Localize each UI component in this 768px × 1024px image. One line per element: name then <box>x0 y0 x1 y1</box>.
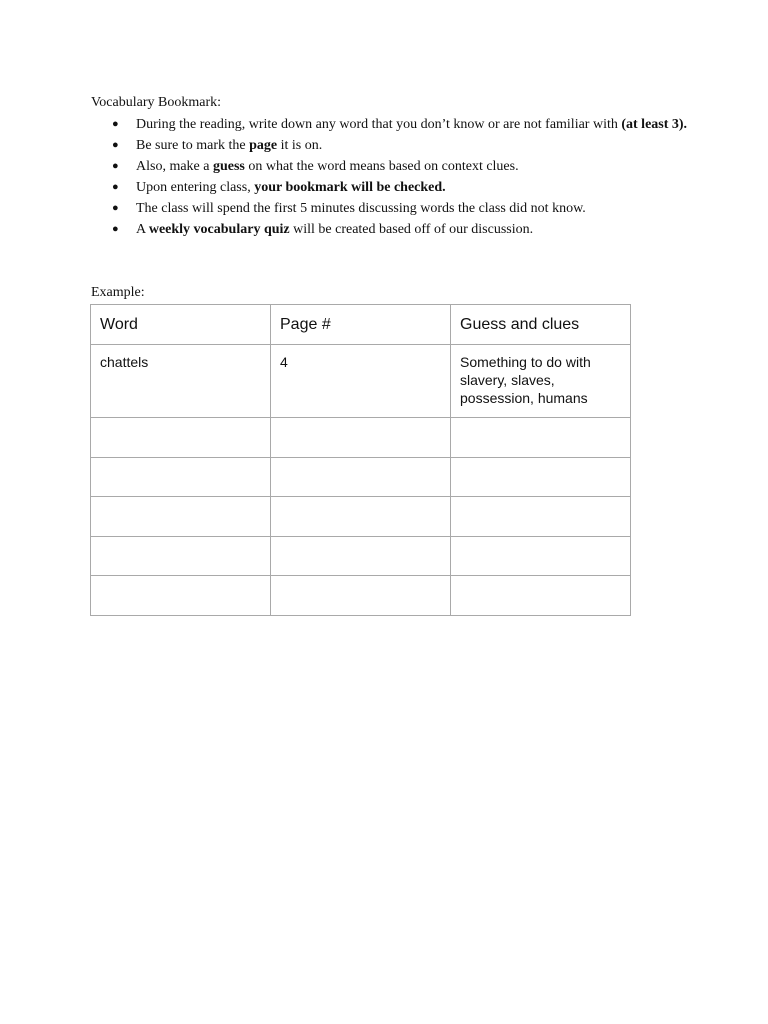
table-row-blank <box>91 458 631 497</box>
cell-guess-blank[interactable] <box>451 458 631 497</box>
bullet-dot-icon: ● <box>112 202 119 214</box>
instruction-text: Also, make a <box>136 159 213 174</box>
instruction-text: During the reading, write down any word that you don’t know or are not familiar with <box>136 117 622 132</box>
guess-line: possession, humans <box>460 390 588 406</box>
instruction-item <box>91 198 691 219</box>
instruction-emphasis: page <box>249 138 278 153</box>
instruction-text: A <box>136 222 149 237</box>
bullet-dot-icon: ● <box>112 223 119 235</box>
cell-word[interactable]: chattels <box>91 345 271 418</box>
cell-word-blank[interactable] <box>91 537 271 576</box>
instruction-item <box>91 156 691 177</box>
vocabulary-table <box>90 304 631 616</box>
header-word: Word <box>91 305 271 345</box>
instruction-text: it is on. <box>277 138 323 153</box>
cell-word-blank[interactable] <box>91 576 271 616</box>
cell-page-blank[interactable] <box>271 537 451 576</box>
cell-guess-blank[interactable] <box>451 576 631 616</box>
cell-guess-blank[interactable] <box>451 497 631 537</box>
bullet-dot-icon: ● <box>112 160 119 172</box>
cell-word-blank[interactable] <box>91 458 271 497</box>
cell-page-blank[interactable] <box>271 497 451 537</box>
instruction-text: will be created based off of our discussion. <box>289 222 534 237</box>
guess-line: slavery, slaves, <box>460 372 555 388</box>
instruction-text: Upon entering class, <box>136 180 255 195</box>
document-heading: Vocabulary Bookmark: <box>91 95 221 110</box>
table-header-row <box>91 305 631 345</box>
bullet-dot-icon: ● <box>112 181 119 193</box>
header-page: Page # <box>271 305 451 345</box>
instruction-text: on what the word means based on context clues. <box>244 159 519 174</box>
instruction-emphasis: (at least 3). <box>621 117 688 132</box>
example-label: Example: <box>91 285 145 300</box>
instruction-item <box>91 114 691 135</box>
table-row-blank <box>91 418 631 458</box>
cell-page-blank[interactable] <box>271 458 451 497</box>
instruction-item <box>91 219 691 240</box>
bullet-dot-icon: ● <box>112 118 119 130</box>
guess-line: Something to do with <box>460 354 591 370</box>
instruction-text: The class will spend the first 5 minutes discussing words the class did not know. <box>136 201 586 216</box>
cell-guess[interactable] <box>451 345 631 418</box>
instruction-item <box>91 177 691 198</box>
table-row-example <box>91 345 631 418</box>
cell-page-blank[interactable] <box>271 418 451 458</box>
bullet-dot-icon: ● <box>112 139 119 151</box>
instruction-emphasis: your bookmark will be checked. <box>254 180 446 195</box>
instruction-item <box>91 135 691 156</box>
cell-guess-blank[interactable] <box>451 537 631 576</box>
instruction-emphasis: guess <box>212 159 245 174</box>
table-row-blank <box>91 537 631 576</box>
cell-guess-blank[interactable] <box>451 418 631 458</box>
table-row-blank <box>91 576 631 616</box>
header-guess: Guess and clues <box>451 305 631 345</box>
cell-page-blank[interactable] <box>271 576 451 616</box>
instruction-list <box>91 114 691 240</box>
table-row-blank <box>91 497 631 537</box>
instruction-emphasis: weekly vocabulary quiz <box>148 222 290 237</box>
instruction-text: Be sure to mark the <box>136 138 250 153</box>
cell-word-blank[interactable] <box>91 497 271 537</box>
cell-page[interactable]: 4 <box>271 345 451 418</box>
cell-word-blank[interactable] <box>91 418 271 458</box>
